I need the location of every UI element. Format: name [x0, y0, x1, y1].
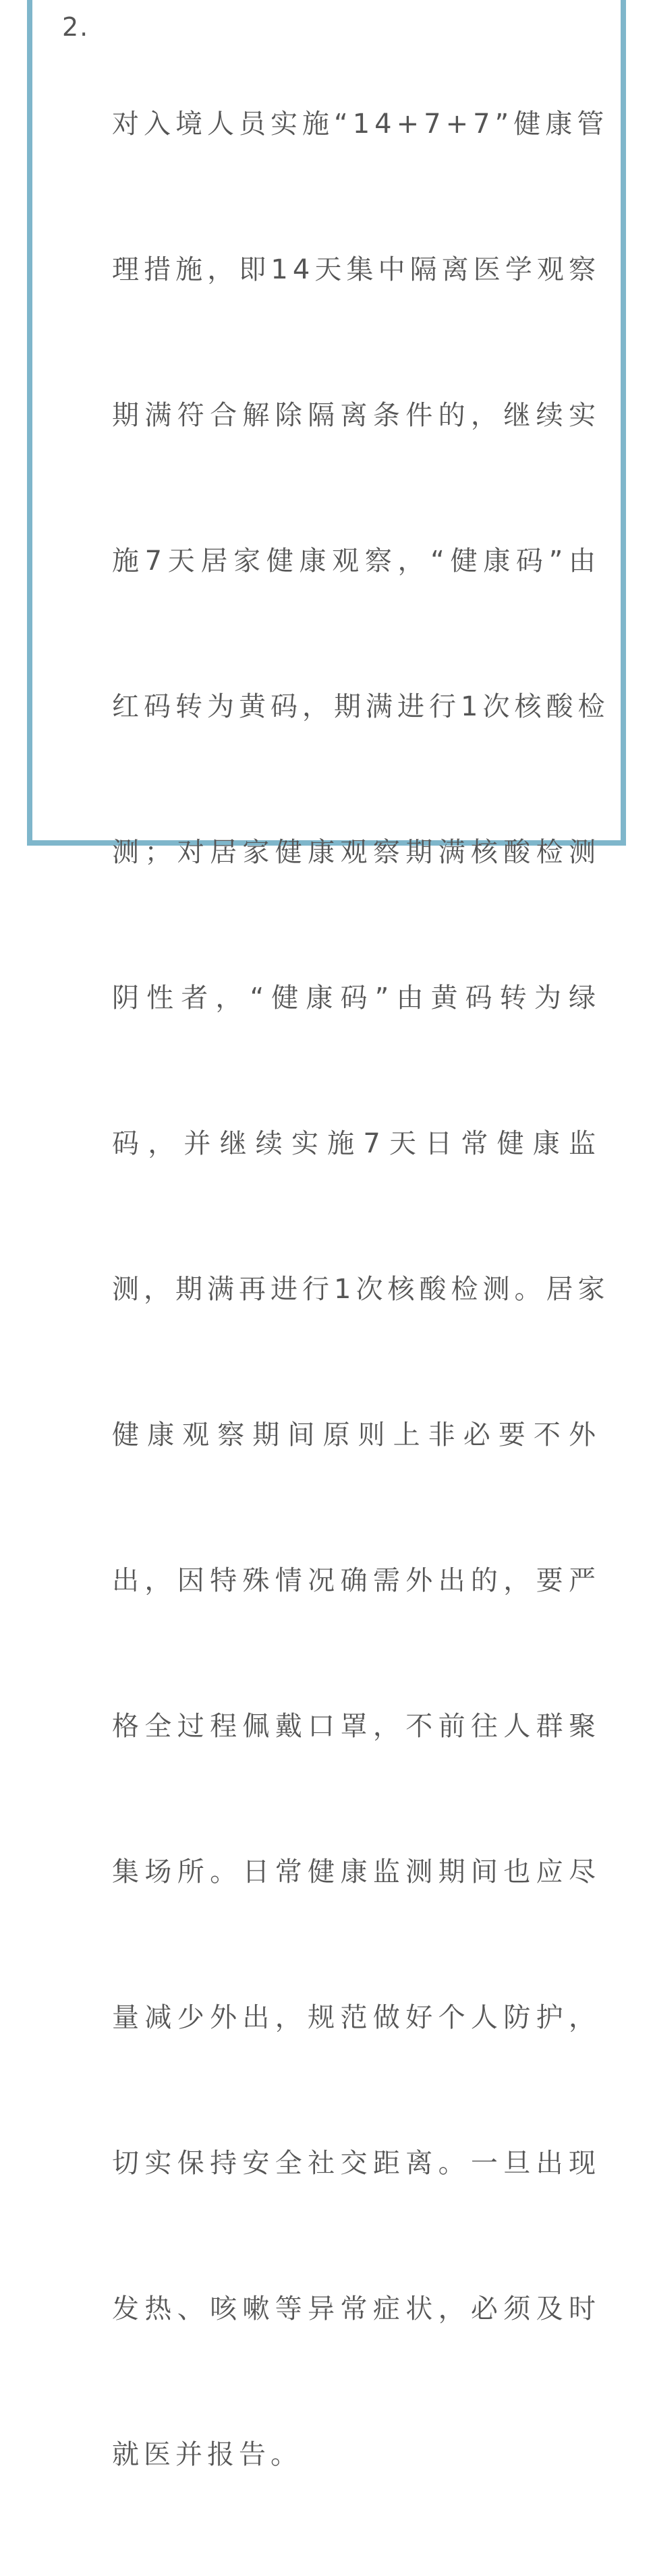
paragraph-line: 码，并继续实施7天日常健康监: [112, 1128, 600, 1159]
paragraph-line: 出，因特殊情况确需外出的，要严: [112, 1565, 600, 1596]
paragraph-line: 格全过程佩戴口罩，不前往人群聚: [112, 1711, 600, 1742]
paragraph-line: 测，期满再进行1次核酸检测。居家: [112, 1274, 610, 1305]
paragraph-line: 就医并报告。: [112, 2439, 302, 2470]
paragraph-line: 量减少外出，规范做好个人防护，: [112, 2002, 600, 2033]
item-number: 2.: [62, 12, 90, 42]
paragraph-line: 健康观察期间原则上非必要不外: [112, 1419, 600, 1451]
item-paragraph: [112, 3, 610, 2576]
paragraph-line: 测；对居家健康观察期满核酸检测: [112, 837, 600, 868]
paragraph-line: 理措施，即14天集中隔离医学观察: [112, 254, 600, 285]
paragraph-line: 红码转为黄码，期满进行1次核酸检: [112, 691, 610, 722]
paragraph-line: 阴性者，“健康码”由黄码转为绿: [112, 983, 600, 1014]
paragraph-line: 施7天居家健康观察，“健康码”由: [112, 546, 600, 577]
paragraph-line: 切实保持安全社交距离。一旦出现: [112, 2148, 600, 2179]
paragraph-line: 集场所。日常健康监测期间也应尽: [112, 1856, 600, 1887]
paragraph-line: 对入境人员实施“14+7+7”健康管: [112, 109, 609, 140]
paragraph-line: 期满符合解除隔离条件的，继续实: [112, 400, 600, 431]
paragraph-line: 发热、咳嗽等异常症状，必须及时: [112, 2293, 600, 2324]
